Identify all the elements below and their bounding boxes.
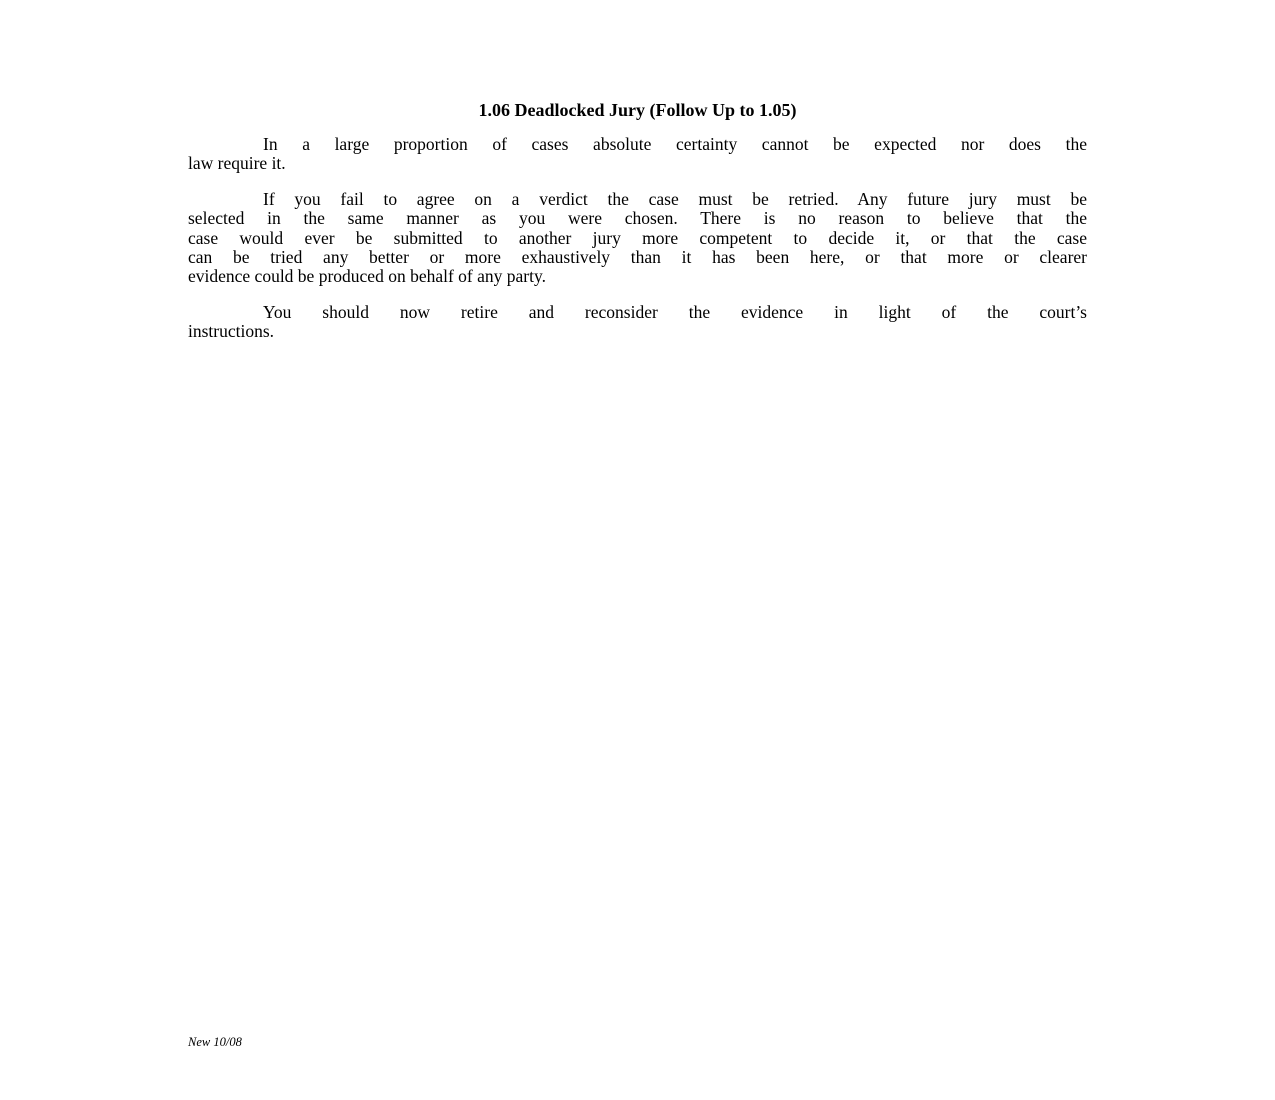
- paragraph-2: [188, 190, 1087, 286]
- text-line: evidence could be produced on behalf of any party.: [188, 266, 546, 287]
- text-line: can be tried any better or more exhaustively than it has been here, or that more or clearer: [188, 246, 1087, 267]
- paragraph-1: [188, 135, 1087, 174]
- document-title: 1.06 Deadlocked Jury (Follow Up to 1.05): [478, 100, 797, 120]
- text-line: selected in the same manner as you were chosen. There is no reason to believe that the: [188, 208, 1087, 229]
- text-line: You should now retire and reconsider the evidence in light of the court’s: [263, 302, 1087, 323]
- text-line: If you fail to agree on a verdict the case must be retried. Any future jury must be: [263, 189, 1087, 210]
- text-line: case would ever be submitted to another jury more competent to decide it, or that the case: [188, 227, 1087, 248]
- text-line: law require it.: [188, 153, 286, 174]
- text-line: In a large proportion of cases absolute certainty cannot be expected nor does the: [263, 134, 1087, 154]
- revision-note: New 10/08: [188, 1035, 242, 1049]
- paragraph-3: [188, 303, 1087, 342]
- text-line: instructions.: [188, 321, 275, 342]
- document-body: [188, 135, 1087, 358]
